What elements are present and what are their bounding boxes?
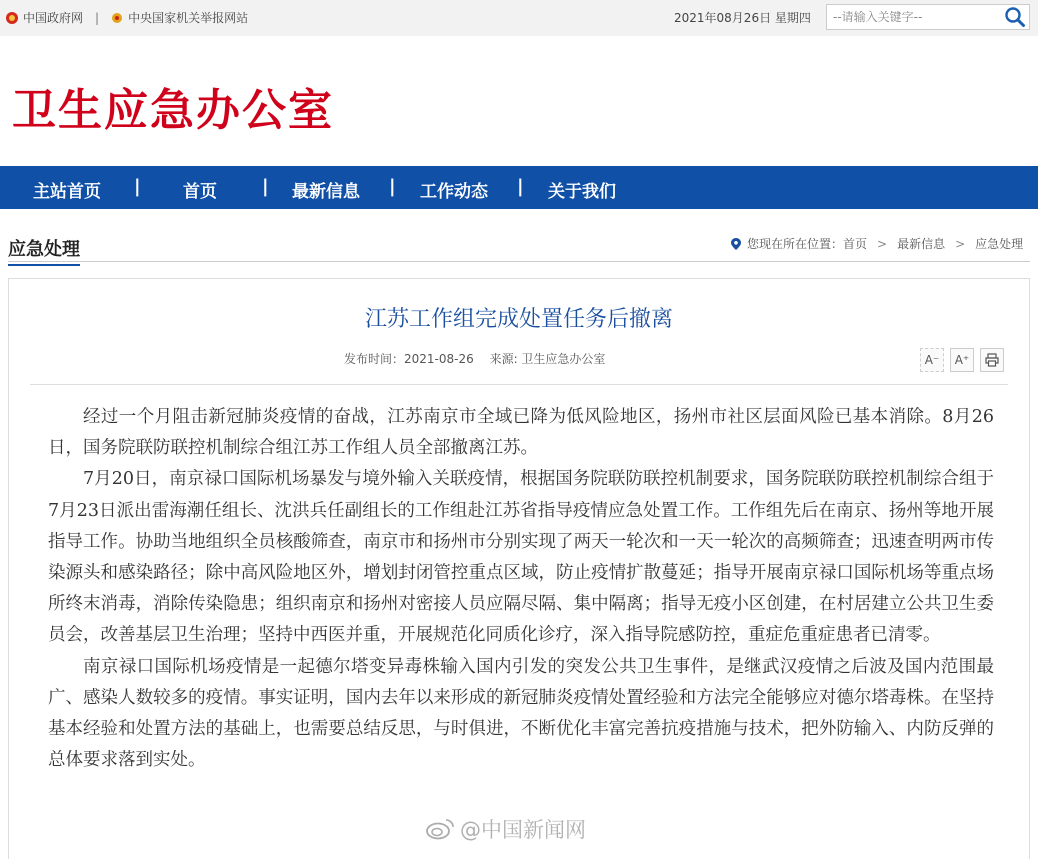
nav-separator: | (134, 176, 141, 197)
breadcrumb-prefix: 您现在所在位置： (747, 237, 844, 251)
print-button[interactable] (980, 348, 1004, 372)
nav-separator: | (389, 176, 396, 197)
breadcrumb-latest-info[interactable]: 最新信息 (897, 237, 946, 251)
gov-cn-link[interactable]: 中国政府网 (23, 11, 84, 25)
national-emblem-icon (6, 12, 18, 24)
breadcrumb-home[interactable]: 首页 (843, 237, 868, 251)
weibo-logo-icon (426, 818, 454, 840)
article-tools (920, 348, 1010, 372)
font-decrease-button[interactable]: A⁻ (920, 348, 944, 372)
article-paragraph: 经过一个月阻击新冠肺炎疫情的奋战，江苏南京市全域已降为低风险地区，扬州市社区层面风险已基本消除。8月26日，国务院联防联控机制综合组江苏工作组人员全部撤离江苏。 (48, 407, 994, 459)
nav-item-about-us[interactable]: 关于我们 (548, 182, 616, 202)
article-paragraph: 南京禄口国际机场疫情是一起德尔塔变异毒株输入国内引发的突发公共卫生事件，是继武汉疫情之后波及国内范围最广、感染人数较多的疫情。事实证明，国内去年以来形成的新冠肺炎疫情处置经验和方法完全能够应对德尔塔毒株。在坚持基本经验和处置方法的基础上，也需要总结反思，与时俱进，不断优化丰富完善抗疫措施与技术，把外防输入、内防反弹的总体要求落到实处。 (48, 656, 994, 771)
nav-item-work-news[interactable]: 工作动态 (420, 182, 488, 202)
nav-separator: | (262, 176, 269, 197)
site-title: 卫生应急办公室 (12, 85, 334, 136)
top-links (6, 9, 248, 26)
section-divider (8, 261, 1030, 262)
article-title: 江苏工作组完成处置任务后撤离 (364, 307, 673, 332)
current-date: 2021年08月26日 星期四 (674, 11, 811, 25)
nav-item-home[interactable]: 首页 (183, 182, 217, 202)
location-pin-icon (731, 238, 741, 250)
report-site-icon (111, 12, 123, 24)
watermark-text: @中国新闻网 (460, 818, 586, 842)
nav-item-latest-info[interactable]: 最新信息 (292, 182, 360, 202)
publish-date: 发布时间：2021-08-26 (344, 352, 474, 366)
article-body (48, 402, 994, 776)
font-increase-button[interactable]: A⁺ (950, 348, 974, 372)
breadcrumb-separator: > (877, 236, 888, 251)
search-box (826, 4, 1030, 30)
nav-item-main-home[interactable]: 主站首页 (33, 182, 101, 202)
breadcrumb (731, 235, 1023, 252)
meta-divider (30, 384, 1008, 385)
main-nav (0, 166, 1038, 209)
print-icon (985, 353, 999, 367)
article-source: 来源: 卫生应急办公室 (489, 352, 606, 366)
nav-separator: | (517, 176, 524, 197)
section-title: 应急处理 (8, 235, 80, 266)
top-bar (0, 0, 1038, 36)
breadcrumb-separator: > (955, 236, 966, 251)
search-input[interactable] (827, 5, 997, 29)
search-icon[interactable] (1003, 6, 1027, 28)
breadcrumb-current[interactable]: 应急处理 (975, 237, 1024, 251)
report-site-link[interactable]: 中央国家机关举报网站 (128, 11, 249, 25)
top-separator: | (95, 10, 100, 25)
article-meta (344, 350, 617, 367)
watermark (426, 814, 586, 844)
article-paragraph: 7月20日，南京禄口国际机场暴发与境外输入关联疫情，根据国务院联防联控机制要求，国务院联防联控机制综合组于7月23日派出雷海潮任组长、沈洪兵任副组长的工作组赴江苏省指导疫情应急处置工作。工作组先后在南京、扬州等地开展指导工作。协助当地组织全员核酸筛查，南京市和扬州市分别实现了两天一轮次和一天一轮次的高频筛查；迅速查明两市传染源头和感染路径；除中高风险地区外，增划封闭管控重点区域，防止疫情扩散蔓延；指导开展南京禄口国际机场等重点场所终末消毒，消除传染隐患；组织南京和扬州对密接人员应隔尽隔、集中隔离；指导无疫小区创建，在村居建立公共卫生委员会，改善基层卫生治理；坚持中西医并重，开展规范化同质化诊疗，深入指导院感防控，重症危重症患者已清零。 (48, 469, 994, 646)
